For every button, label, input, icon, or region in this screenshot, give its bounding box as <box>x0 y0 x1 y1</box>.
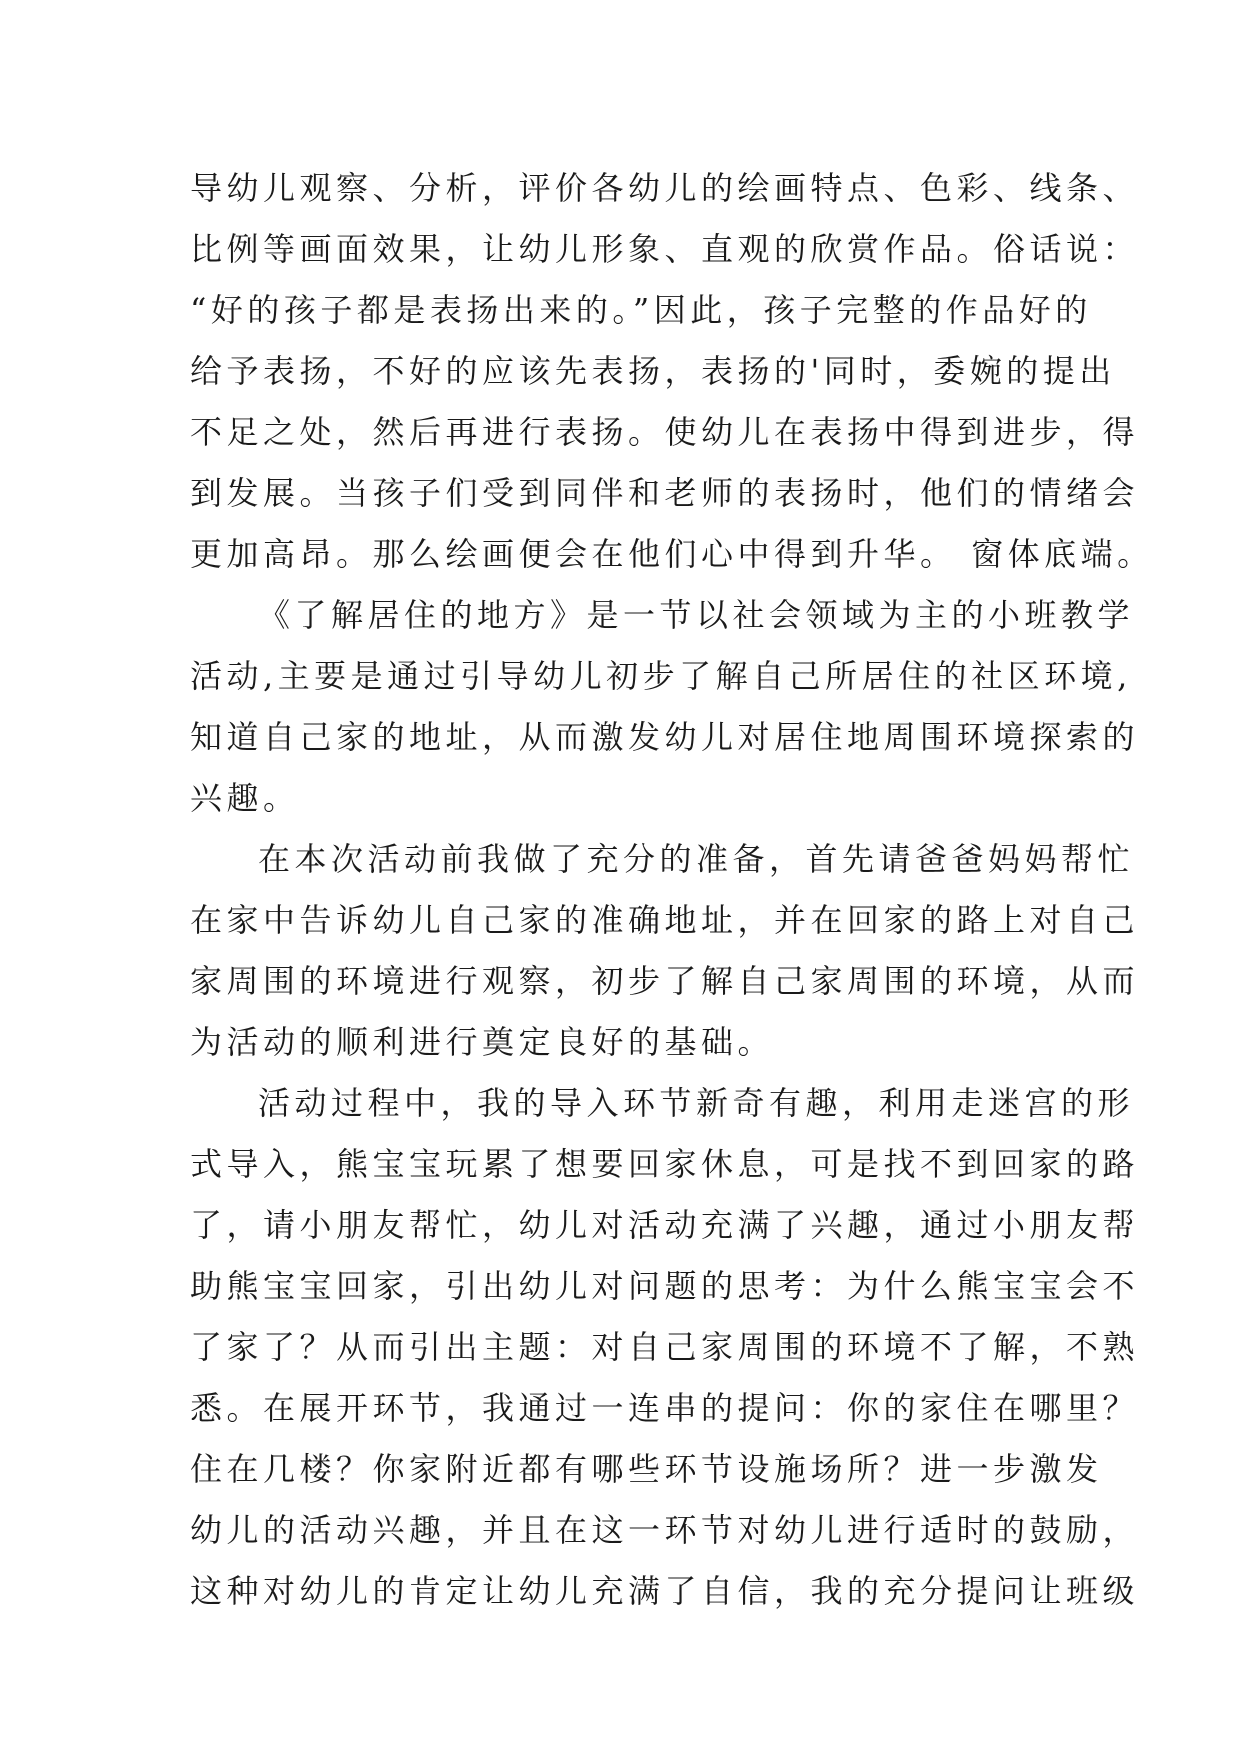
text-line: 了家了？从而引出主题：对自己家周围的环境不了解，不熟 <box>190 1328 1140 1366</box>
text-line: 知道自己家的地址，从而激发幼儿对居住地周围环境探索的 <box>190 718 1140 756</box>
paragraph-first-line: 活动过程中，我的导入环节新奇有趣，利用走迷宫的形 <box>258 1084 1135 1122</box>
text-line: 助熊宝宝回家，引出幼儿对问题的思考：为什么熊宝宝会不 <box>190 1267 1140 1305</box>
text-line: 这种对幼儿的肯定让幼儿充满了自信，我的充分提问让班级 <box>190 1572 1140 1610</box>
text-line: 了，请小朋友帮忙，幼儿对活动充满了兴趣，通过小朋友帮 <box>190 1206 1140 1244</box>
text-line: 在家中告诉幼儿自己家的准确地址，并在回家的路上对自己 <box>190 901 1140 939</box>
text-line: 到发展。当孩子们受到同伴和老师的表扬时，他们的情绪会 <box>190 474 1140 512</box>
text-line: 式导入，熊宝宝玩累了想要回家休息，可是找不到回家的路 <box>190 1145 1140 1183</box>
document-body <box>190 158 1154 1622</box>
text-line: 导幼儿观察、分析，评价各幼儿的绘画特点、色彩、线条、 <box>190 169 1140 207</box>
paragraph-first-line: 在本次活动前我做了充分的准备，首先请爸爸妈妈帮忙 <box>258 840 1135 878</box>
text-line: 比例等画面效果，让幼儿形象、直观的欣赏作品。俗话说： <box>190 230 1140 268</box>
text-line: 不足之处，然后再进行表扬。使幼儿在表扬中得到进步，得 <box>190 413 1140 451</box>
text-line: 家周围的环境进行观察，初步了解自己家周围的环境，从而 <box>190 962 1140 1000</box>
text-line: “好的孩子都是表扬出来的。”因此，孩子完整的作品好的 <box>190 291 1092 329</box>
text-line: 为活动的顺利进行奠定良好的基础。 <box>190 1023 775 1061</box>
text-line: 活动,主要是通过引导幼儿初步了解自己所居住的社区环境, <box>190 657 1132 695</box>
text-line: 住在几楼？你家附近都有哪些环节设施场所？进一步激发 <box>190 1450 1103 1488</box>
text-line: 悉。在展开环节，我通过一连串的提问：你的家住在哪里？ <box>190 1389 1140 1427</box>
paragraph-first-line: 《了解居住的地方》是一节以社会领域为主的小班教学 <box>258 596 1135 634</box>
text-line: 幼儿的活动兴趣，并且在这一环节对幼儿进行适时的鼓励， <box>190 1511 1140 1549</box>
text-line: 给予表扬，不好的应该先表扬，表扬的'同时，委婉的提出 <box>190 352 1116 390</box>
text-line: 兴趣。 <box>190 779 300 817</box>
text-line: 更加高昂。那么绘画便会在他们心中得到升华。 窗体底端。 <box>190 535 1154 573</box>
